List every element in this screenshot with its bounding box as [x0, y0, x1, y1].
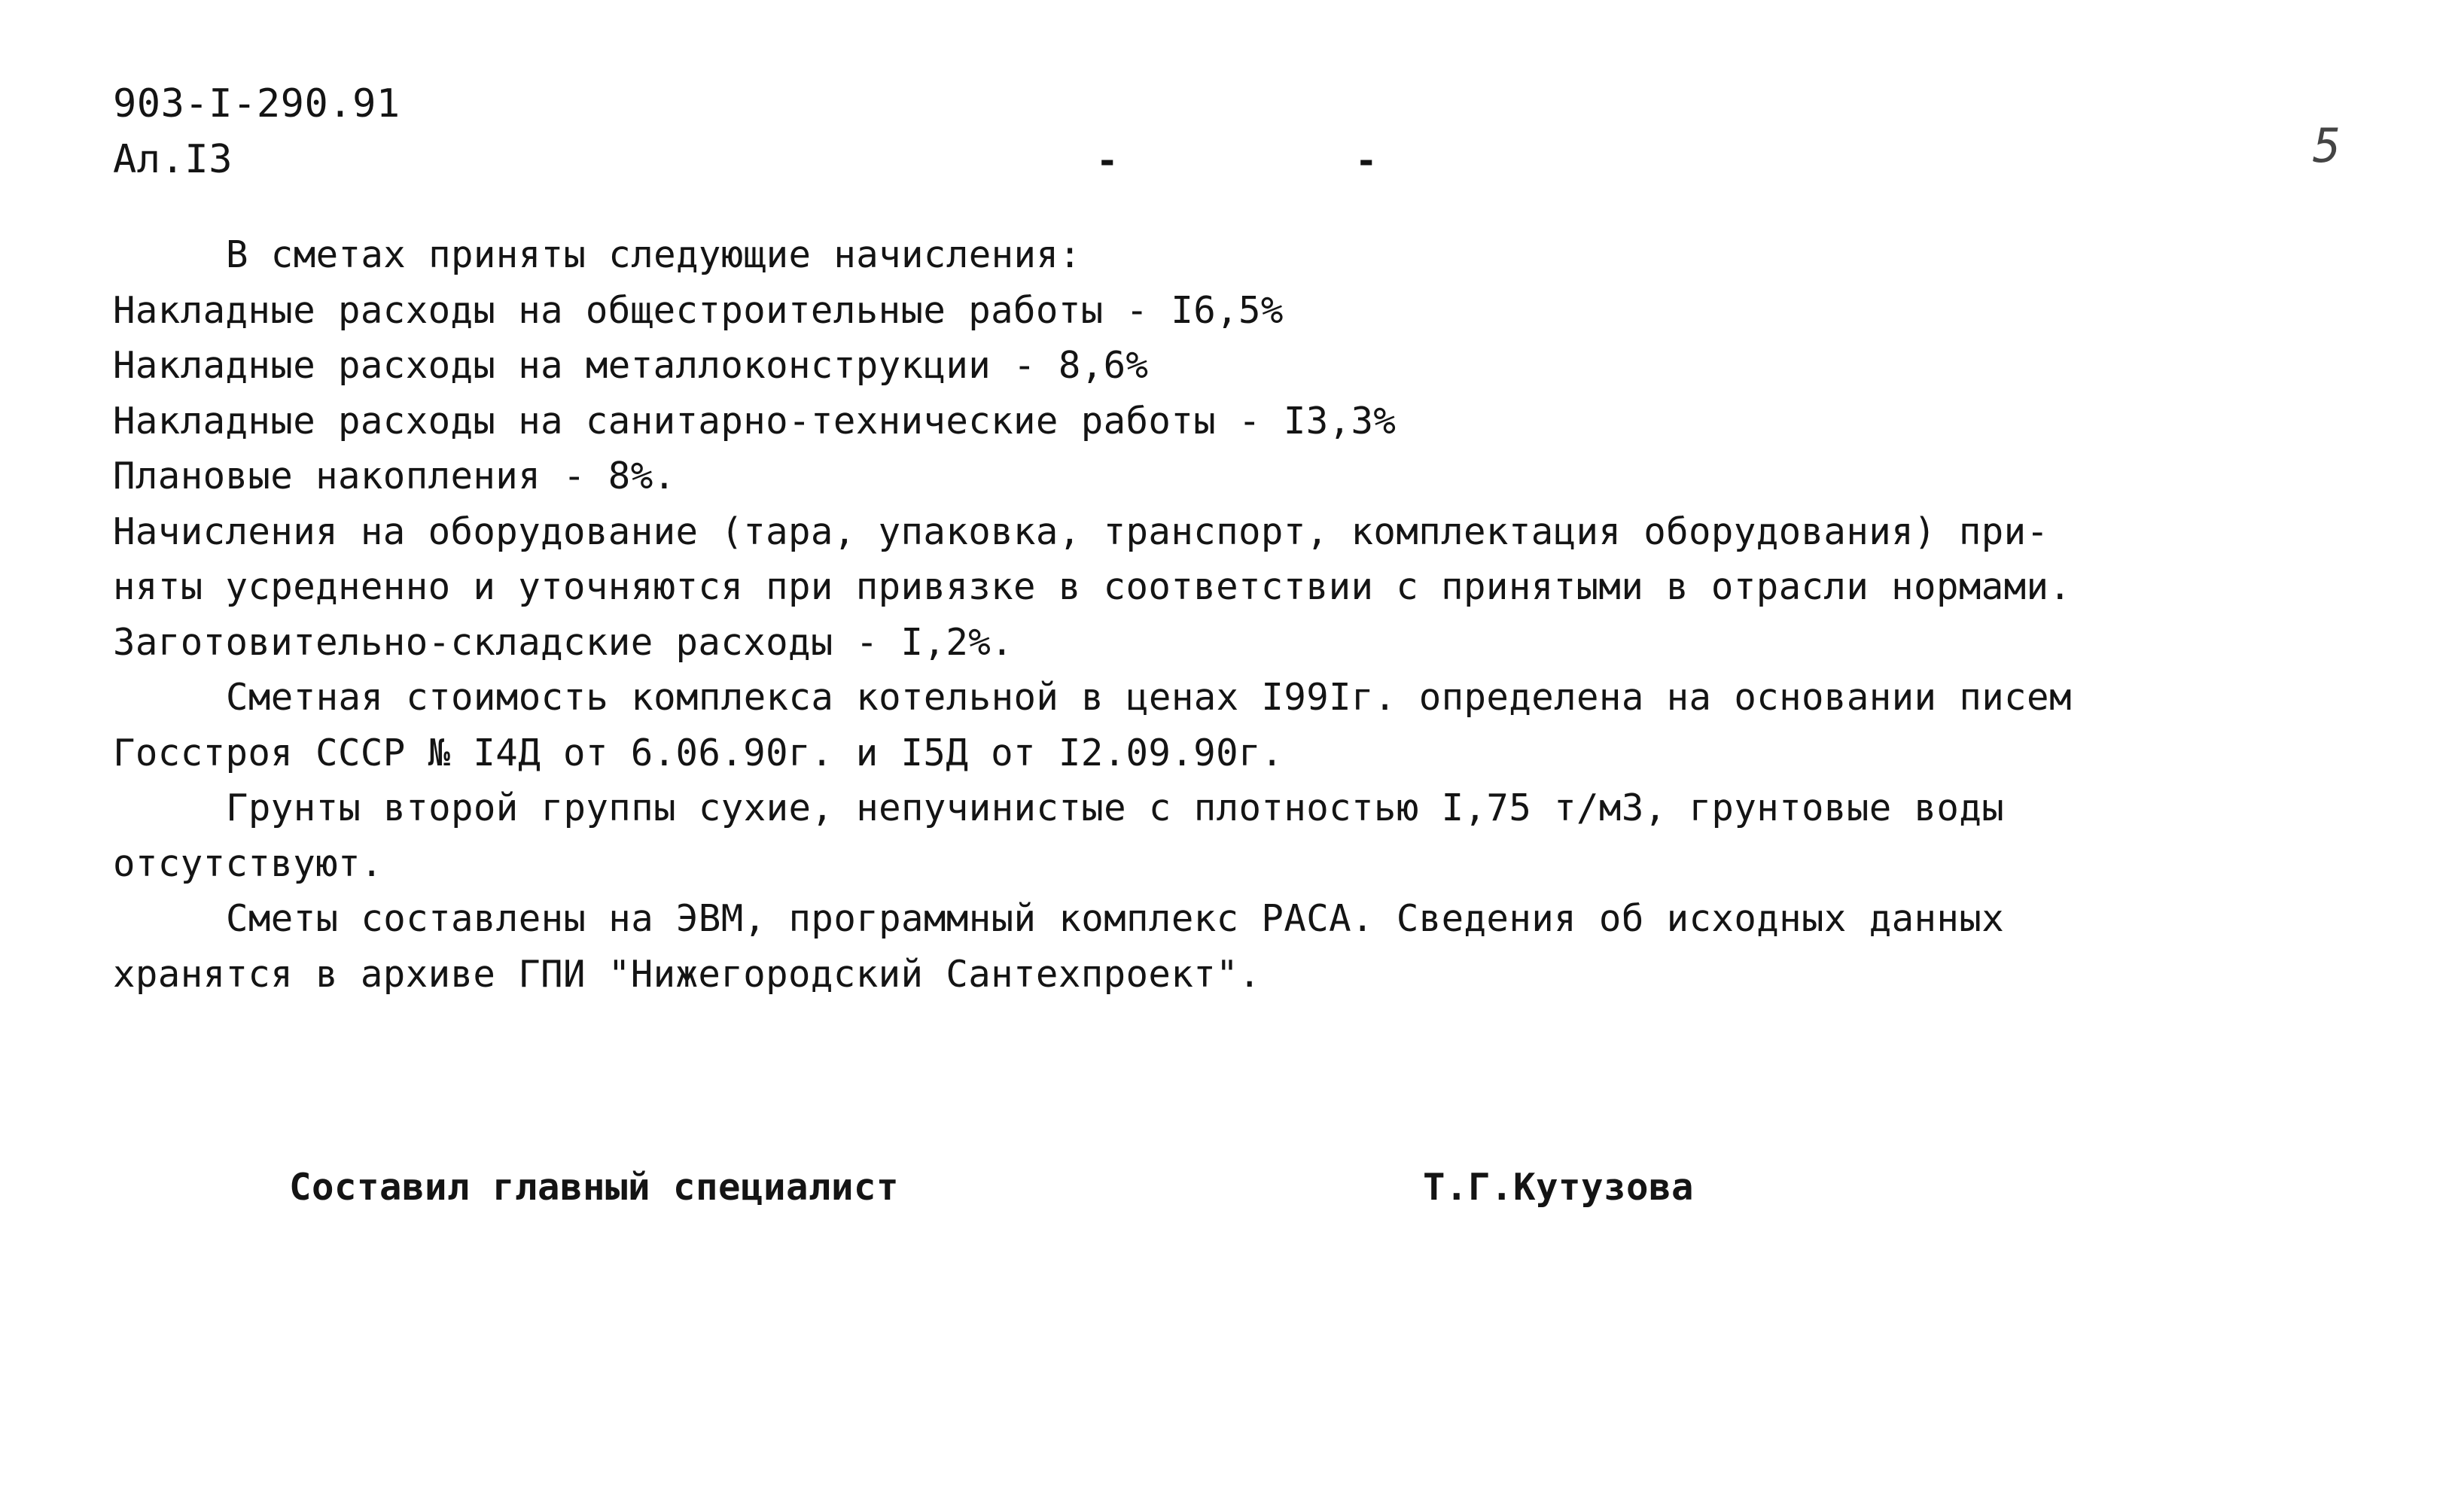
- body-line: Грунты второй группы сухие, непучинистые с плотностью I,75 т/м3, грунтовые воды: [226, 786, 2005, 829]
- body-line: Заготовительно-складские расходы - I,2%.: [113, 620, 1014, 664]
- body-line: Начисления на оборудование (тара, упаковка, транспорт, комплектация оборудования) при-: [113, 510, 2049, 553]
- body-line: Госстроя СССР № I4Д от 6.06.90г. и I5Д от I2.09.90г.: [113, 731, 1284, 774]
- body-line: Плановые накопления - 8%.: [113, 455, 676, 497]
- body-text: [113, 227, 2334, 1002]
- signature-role: Составил главный специалист: [289, 1166, 900, 1209]
- body-line: В сметах приняты следующие начисления:: [226, 233, 1082, 276]
- body-line: хранятся в архиве ГПИ "Нижегородский Сантехпроект".: [113, 952, 1261, 996]
- body-line: Накладные расходы на металлоконструкции - 8,6%: [113, 344, 1149, 387]
- body-line: Накладные расходы на общестроительные работы - I6,5%: [113, 288, 1284, 332]
- body-line: Сметы составлены на ЭВМ, программный комплекс РАСА. Сведения об исходных данных: [226, 897, 2005, 940]
- page-number-mark: 5: [2313, 118, 2341, 173]
- signature-name: Т.Г.Кутузова: [1423, 1166, 1695, 1209]
- header-dash-right: -: [1355, 139, 1378, 182]
- header-dash-left: -: [1096, 139, 1119, 182]
- sheet-number: Ал.I3: [113, 137, 233, 182]
- body-line: отсутствуют.: [113, 841, 383, 885]
- body-line: Накладные расходы на санитарно-технические работы - I3,3%: [113, 399, 1397, 443]
- document-code: 903-I-290.91: [113, 81, 401, 126]
- body-line: Сметная стоимость комплекса котельной в ценах I99Iг. определена на основании писем: [226, 676, 2072, 719]
- body-line: няты усредненно и уточняются при привязке в соответствии с принятыми в отрасли нормами.: [113, 565, 2072, 608]
